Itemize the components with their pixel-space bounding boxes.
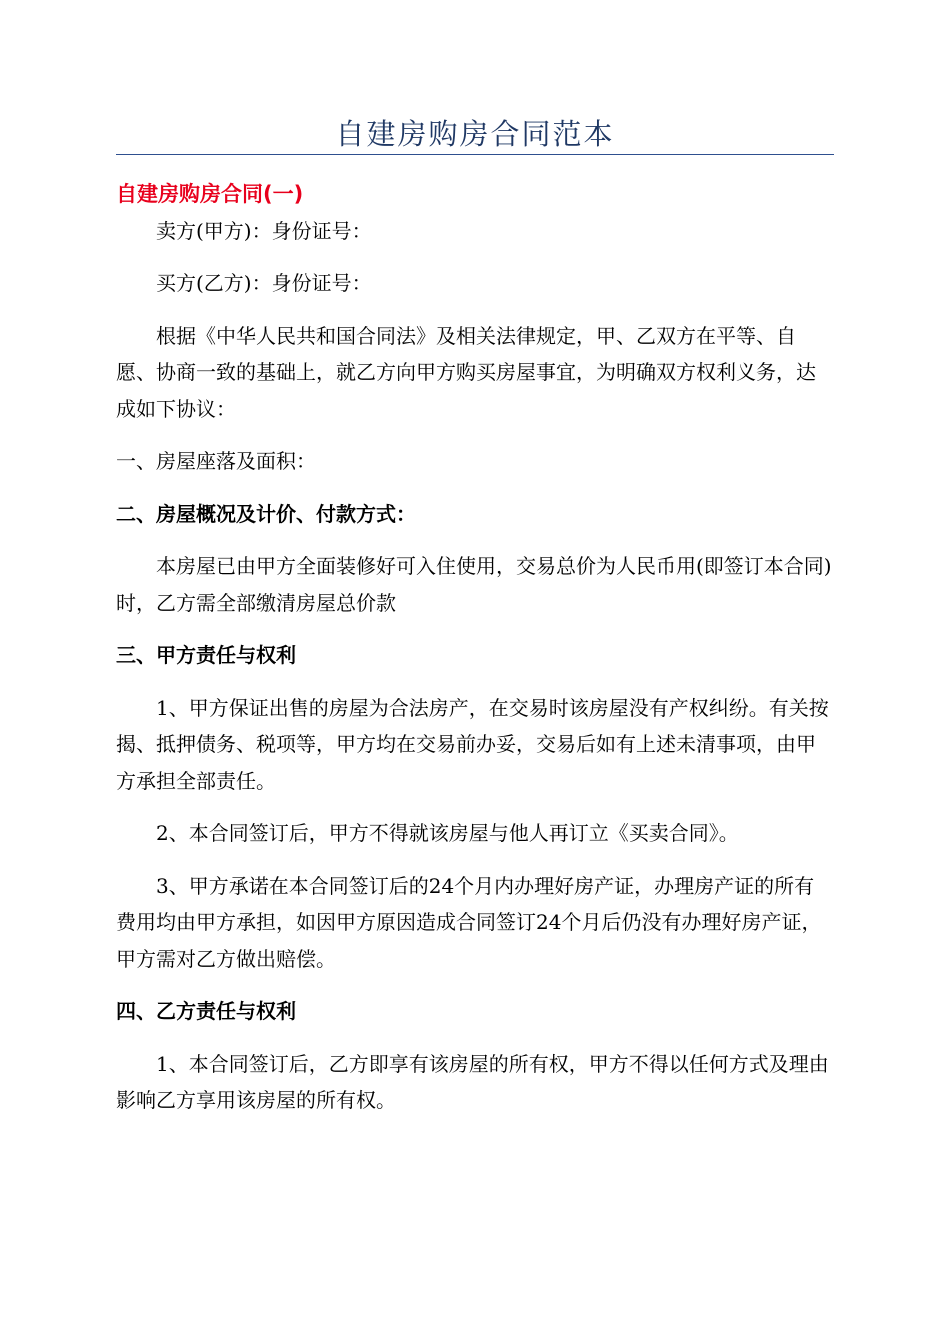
clause-heading-4: 四、乙方责任与权利 — [116, 999, 296, 1023]
document-title: 自建房购房合同范本 — [335, 117, 615, 151]
clause-3-item-1: 1、甲方保证出售的房屋为合法房产，在交易时该房屋没有产权纠纷。有关按揭、抵押债务、税项等，甲方均在交易前办妥，交易后如有上述未清事项，由甲方承担全部责任。 — [116, 695, 829, 793]
clause-4-item-1: 1、本合同签订后，乙方即享有该房屋的所有权，甲方不得以任何方式及理由影响乙方享用该房屋的所有权。 — [116, 1051, 829, 1112]
buyer-line: 买方(乙方)：身份证号： — [156, 271, 372, 295]
document-body — [116, 172, 834, 1119]
clause-heading-2: 二、房屋概况及计价、付款方式： — [116, 501, 416, 526]
clause-3-item-2: 2、本合同签订后，甲方不得就该房屋与他人再订立《买卖合同》。 — [156, 821, 739, 845]
title-underline — [116, 154, 834, 155]
clause-heading-1: 一、房屋座落及面积： — [116, 449, 316, 473]
section-subtitle: 自建房购房合同(一) — [116, 182, 304, 206]
seller-line: 卖方(甲方)：身份证号： — [156, 218, 372, 243]
clause-3-item-3: 3、甲方承诺在本合同签订后的24个月内办理好房产证，办理房产证的所有费用均由甲方承担，如因甲方原因造成合同签订24个月后仍没有办理好房产证，甲方需对乙方做出赔偿。 — [116, 873, 822, 971]
preamble-paragraph: 根据《中华人民共和国合同法》及相关法律规定，甲、乙双方在平等、自愿、协商一致的基础上，就乙方向甲方购买房屋事宜，为明确双方权利义务，达成如下协议： — [116, 323, 816, 421]
clause-2-paragraph: 本房屋已由甲方全面装修好可入住使用，交易总价为人民币用(即签订本合同)时，乙方需全部缴清房屋总价款 — [116, 554, 832, 615]
clause-heading-3: 三、甲方责任与权利 — [116, 643, 296, 667]
